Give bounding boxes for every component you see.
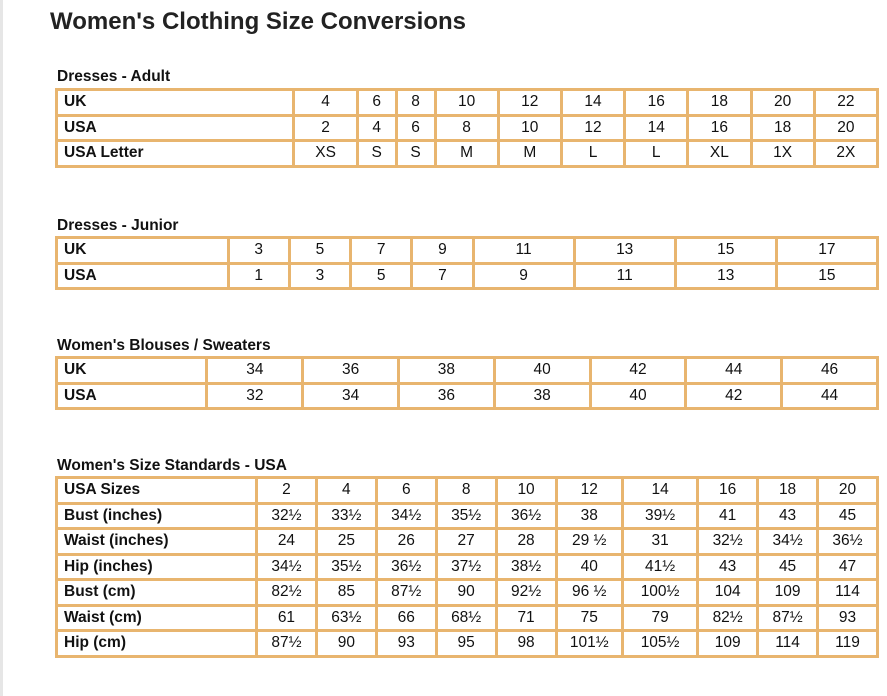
size-cell: 40 (592, 385, 685, 408)
dresses-adult-row (58, 117, 876, 140)
size-cell: 41½ (624, 556, 696, 579)
size-cell: 10 (498, 479, 555, 502)
size-cell: 10 (500, 117, 560, 140)
size-cell: 41 (699, 505, 756, 528)
section-title-dresses-junior: Dresses - Junior (57, 217, 179, 234)
size-cell: 4 (295, 91, 355, 114)
size-cell: 35½ (318, 556, 375, 579)
size-cell: 36½ (498, 505, 555, 528)
size-cell: L (626, 142, 686, 165)
dresses-junior-row (58, 265, 876, 288)
size-cell: 26 (378, 530, 435, 553)
row-label: Hip (cm) (58, 632, 255, 655)
size-cell: 96 ½ (558, 581, 621, 604)
size-cell: 100½ (624, 581, 696, 604)
size-cell: 71 (498, 607, 555, 630)
size-cell: 82½ (258, 581, 315, 604)
size-cell: 20 (753, 91, 813, 114)
size-cell: 36 (400, 385, 493, 408)
size-cell: 1X (753, 142, 813, 165)
size-cell: 87½ (759, 607, 816, 630)
size-cell: 15 (778, 265, 876, 288)
size-cell: 7 (413, 265, 471, 288)
size-cell: 7 (352, 239, 410, 262)
dresses-adult-table (55, 88, 879, 168)
size-cell: 16 (699, 479, 756, 502)
size-cell: 40 (558, 556, 621, 579)
size-cell: 12 (500, 91, 560, 114)
size-cell: 104 (699, 581, 756, 604)
size-cell: M (500, 142, 560, 165)
size-cell: 14 (563, 91, 623, 114)
size-cell: 46 (783, 359, 876, 382)
size-cell: 12 (563, 117, 623, 140)
size-cell: 16 (626, 91, 686, 114)
size-cell: 2 (258, 479, 315, 502)
size-cell: 38½ (498, 556, 555, 579)
row-label: USA Sizes (58, 479, 255, 502)
size-cell: 6 (359, 91, 395, 114)
size-cell: L (563, 142, 623, 165)
row-label: UK (58, 239, 227, 262)
size-cell: 8 (398, 91, 434, 114)
size-cell: 39½ (624, 505, 696, 528)
size-cell: 66 (378, 607, 435, 630)
size-cell: 8 (438, 479, 495, 502)
size-cell: 11 (576, 265, 674, 288)
size-cell: 18 (753, 117, 813, 140)
page-left-edge (0, 0, 3, 696)
size-cell: 11 (475, 239, 573, 262)
size-cell: 79 (624, 607, 696, 630)
size-cell: 95 (438, 632, 495, 655)
size-cell: 4 (318, 479, 375, 502)
size-cell: 36 (304, 359, 397, 382)
size-cell: 90 (318, 632, 375, 655)
size-cell: 37½ (438, 556, 495, 579)
section-title-dresses-adult: Dresses - Adult (57, 68, 171, 85)
size-cell: 6 (378, 479, 435, 502)
row-label: USA (58, 385, 205, 408)
size-cell: 38 (558, 505, 621, 528)
size-standards-row (58, 556, 876, 579)
row-label: UK (58, 91, 292, 114)
size-cell: 34 (208, 359, 301, 382)
size-cell: 109 (759, 581, 816, 604)
size-cell: 34 (304, 385, 397, 408)
size-cell: 87½ (378, 581, 435, 604)
size-cell: 44 (687, 359, 780, 382)
blouses-sweaters-table (55, 356, 879, 410)
size-cell: 5 (352, 265, 410, 288)
section-title-size-standards-usa: Women's Size Standards - USA (57, 457, 287, 474)
size-cell: 47 (819, 556, 876, 579)
size-cell: 43 (699, 556, 756, 579)
size-cell: XS (295, 142, 355, 165)
size-cell: 101½ (558, 632, 621, 655)
row-label: UK (58, 359, 205, 382)
size-cell: 5 (291, 239, 349, 262)
size-cell: 32½ (699, 530, 756, 553)
size-cell: 12 (558, 479, 621, 502)
size-cell: 17 (778, 239, 876, 262)
size-cell: 33½ (318, 505, 375, 528)
size-cell: 2 (295, 117, 355, 140)
size-cell: 13 (677, 265, 775, 288)
size-cell: 40 (496, 359, 589, 382)
size-cell: 61 (258, 607, 315, 630)
size-cell: 87½ (258, 632, 315, 655)
dresses-adult-row (58, 142, 876, 165)
size-cell: 3 (291, 265, 349, 288)
size-cell: 9 (475, 265, 573, 288)
size-cell: 14 (626, 117, 686, 140)
size-cell: 68½ (438, 607, 495, 630)
size-cell: M (437, 142, 497, 165)
size-cell: 75 (558, 607, 621, 630)
size-cell: 98 (498, 632, 555, 655)
size-cell: 16 (689, 117, 749, 140)
size-cell: 27 (438, 530, 495, 553)
size-cell: 92½ (498, 581, 555, 604)
size-cell: 2X (816, 142, 876, 165)
size-cell: 114 (759, 632, 816, 655)
size-cell: 14 (624, 479, 696, 502)
size-cell: 22 (816, 91, 876, 114)
size-cell: 34½ (759, 530, 816, 553)
size-cell: 18 (759, 479, 816, 502)
size-cell: 31 (624, 530, 696, 553)
size-cell: 105½ (624, 632, 696, 655)
section-title-blouses-sweaters: Women's Blouses / Sweaters (57, 337, 271, 354)
page-title: Women's Clothing Size Conversions (50, 8, 466, 35)
size-cell: 44 (783, 385, 876, 408)
size-cell: 18 (689, 91, 749, 114)
row-label: Bust (cm) (58, 581, 255, 604)
size-cell: 24 (258, 530, 315, 553)
size-cell: 10 (437, 91, 497, 114)
size-cell: 25 (318, 530, 375, 553)
row-label: Bust (inches) (58, 505, 255, 528)
size-cell: 6 (398, 117, 434, 140)
size-cell: 20 (816, 117, 876, 140)
size-cell: 34½ (258, 556, 315, 579)
dresses-junior-table (55, 236, 879, 290)
size-cell: 36½ (378, 556, 435, 579)
size-cell: 45 (819, 505, 876, 528)
size-cell: 3 (230, 239, 288, 262)
size-cell: 82½ (699, 607, 756, 630)
size-cell: 28 (498, 530, 555, 553)
size-cell: 42 (687, 385, 780, 408)
size-standards-row (58, 505, 876, 528)
size-cell: 29 ½ (558, 530, 621, 553)
size-cell: 20 (819, 479, 876, 502)
size-cell: 90 (438, 581, 495, 604)
size-cell: S (398, 142, 434, 165)
dresses-adult-row (58, 91, 876, 114)
size-cell: 35½ (438, 505, 495, 528)
size-cell: 93 (378, 632, 435, 655)
size-cell: 114 (819, 581, 876, 604)
size-cell: 43 (759, 505, 816, 528)
row-label: USA (58, 117, 292, 140)
size-cell: 32½ (258, 505, 315, 528)
size-standards-row (58, 479, 876, 502)
size-standards-usa-table (55, 476, 879, 658)
size-cell: 8 (437, 117, 497, 140)
size-cell: 4 (359, 117, 395, 140)
size-cell: 15 (677, 239, 775, 262)
row-label: Hip (inches) (58, 556, 255, 579)
size-cell: 36½ (819, 530, 876, 553)
size-cell: 34½ (378, 505, 435, 528)
size-cell: 93 (819, 607, 876, 630)
size-cell: 38 (400, 359, 493, 382)
size-standards-row (58, 632, 876, 655)
row-label: Waist (inches) (58, 530, 255, 553)
row-label: Waist (cm) (58, 607, 255, 630)
size-cell: 45 (759, 556, 816, 579)
size-cell: 109 (699, 632, 756, 655)
dresses-junior-row (58, 239, 876, 262)
size-cell: 1 (230, 265, 288, 288)
size-standards-row (58, 607, 876, 630)
size-cell: 38 (496, 385, 589, 408)
size-cell: 42 (592, 359, 685, 382)
size-cell: S (359, 142, 395, 165)
size-standards-row (58, 581, 876, 604)
size-cell: 32 (208, 385, 301, 408)
size-cell: 13 (576, 239, 674, 262)
row-label: USA (58, 265, 227, 288)
size-cell: 85 (318, 581, 375, 604)
blouses-sweaters-row (58, 385, 876, 408)
size-standards-row (58, 530, 876, 553)
size-cell: 119 (819, 632, 876, 655)
size-cell: 9 (413, 239, 471, 262)
size-cell: 63½ (318, 607, 375, 630)
size-cell: XL (689, 142, 749, 165)
row-label: USA Letter (58, 142, 292, 165)
blouses-sweaters-row (58, 359, 876, 382)
